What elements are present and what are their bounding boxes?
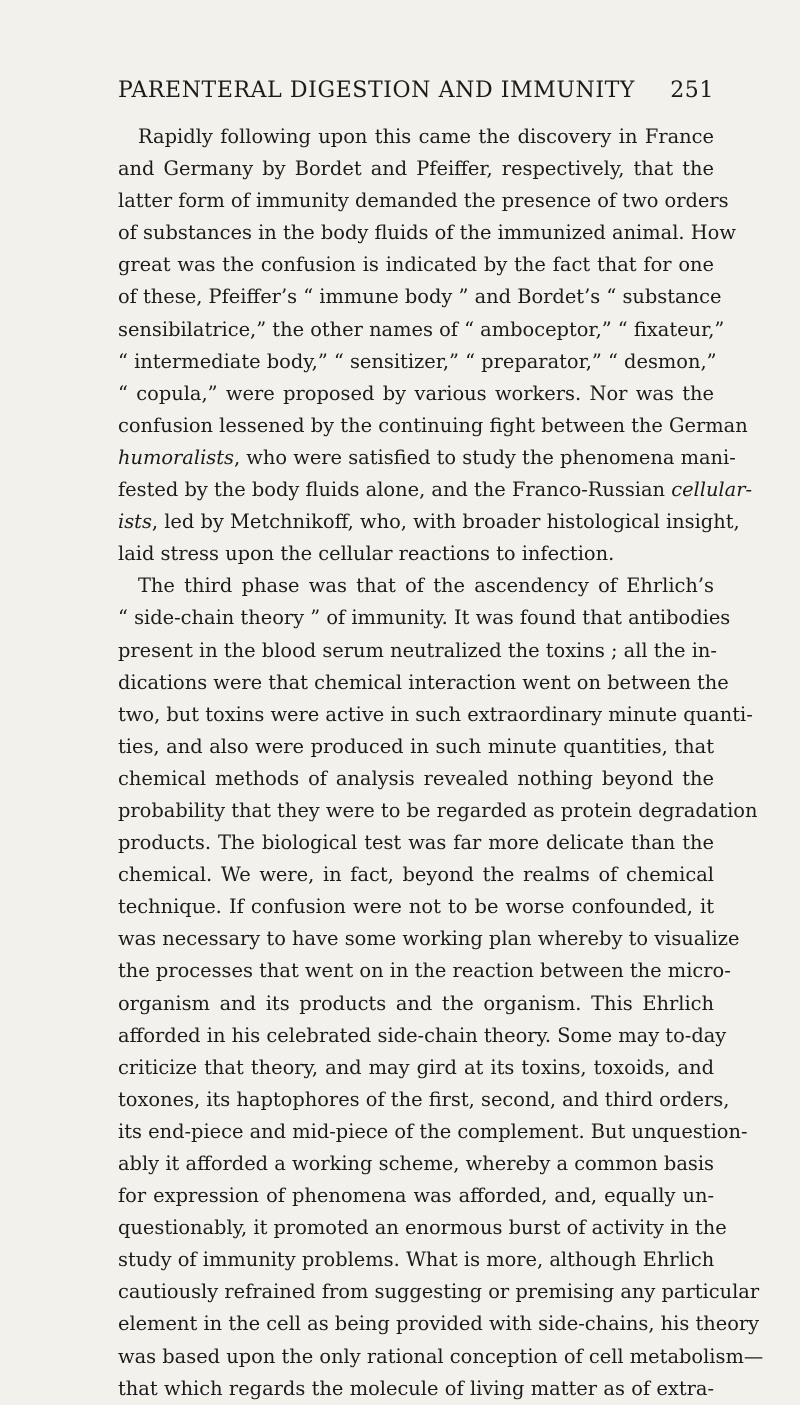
text-line [118, 763, 714, 795]
text-run: latter form of immunity demanded the presence of two orders [118, 189, 729, 213]
text-run: ably it afforded a working scheme, whereby a common basis [118, 1152, 714, 1175]
text-run: Rapidly following upon this came the discovery in France [138, 125, 714, 148]
text-line [118, 635, 717, 667]
italic-term: ists [118, 510, 152, 534]
text-line [118, 795, 758, 827]
text-line [118, 1244, 714, 1276]
text-line [118, 281, 722, 313]
text-line [118, 1276, 760, 1308]
text-run: that which regards the molecule of living matter as of extra- [118, 1376, 714, 1400]
italic-term: humoralists [118, 445, 234, 469]
text-line [118, 474, 753, 506]
text-run: questionably, it promoted an enormous burst of activity in the [118, 1216, 727, 1240]
text-line [118, 570, 714, 602]
text-run: was necessary to have some working plan whereby to visualize [118, 927, 740, 951]
text-run: laid stress upon the cellular reactions to infection. [118, 542, 615, 566]
text-run: and Germany by Bordet and Pfeiffer, respectively, that the [118, 157, 714, 181]
text-run: criticize that theory, and may gird at its toxins, toxoids, and [118, 1055, 714, 1079]
text-run: , led by Metchnikoff, who, with broader histological insight, [151, 510, 740, 534]
text-run: the processes that went on in the reaction between the micro- [118, 959, 731, 983]
text-line [118, 506, 740, 538]
page-number: 251 [670, 78, 714, 103]
text-line [118, 923, 740, 955]
text-run: chemical. We were, in fact, beyond the realms of chemical [118, 863, 714, 887]
text-run: its end-piece and mid-piece of the complement. But unquestion- [118, 1119, 748, 1143]
text-line [118, 185, 729, 217]
text-line [118, 859, 714, 891]
text-line [118, 1308, 760, 1340]
text-run: ties, and also were produced in such minute quantities, that [118, 734, 714, 758]
text-run: toxones, its haptophores of the first, second, and third orders, [118, 1087, 730, 1111]
text-line [118, 314, 725, 346]
text-line [118, 827, 714, 859]
text-line [118, 602, 731, 634]
text-line [118, 667, 729, 699]
text-line [118, 891, 714, 923]
text-line [118, 1084, 730, 1116]
text-run: present in the blood serum neutralized the toxins ; all the in- [118, 638, 717, 662]
text-line [118, 1212, 727, 1244]
text-run: two, but toxins were active in such extraordinary minute quanti- [118, 702, 753, 726]
text-run: The third phase was that of the ascendency of Ehrlich’s [138, 574, 714, 598]
text-line [118, 121, 714, 153]
text-line [118, 249, 714, 281]
text-line [118, 988, 714, 1020]
italic-term: cellular- [671, 478, 753, 502]
text-line [118, 1341, 764, 1373]
text-run: products. The biological test was far more delicate than the [118, 831, 714, 855]
text-line [118, 1373, 714, 1405]
text-run: study of immunity problems. What is more, although Ehrlich [118, 1248, 715, 1272]
paragraph [118, 121, 753, 570]
text-line [118, 1180, 714, 1212]
running-header [118, 74, 714, 108]
text-line [118, 153, 714, 185]
text-run: dications were that chemical interaction went on between the [118, 670, 729, 694]
paragraph [118, 570, 764, 1404]
text-run: element in the cell as being provided with side-chains, his theory [118, 1312, 760, 1336]
text-line [118, 538, 714, 570]
text-line [118, 378, 714, 410]
text-run: probability that they were to be regarded as protein degradation [118, 798, 758, 822]
text-run: confusion lessened by the continuing fight between the German [118, 413, 748, 437]
text-run: organism and its products and the organism. This Ehrlich [118, 991, 714, 1015]
text-run: “ intermediate body,” “ sensitizer,” “ preparator,” “ desmon,” [118, 349, 717, 373]
text-line [118, 955, 731, 987]
text-run: cautiously refrained from suggesting or premising any particular [118, 1280, 760, 1304]
text-run: chemical methods of analysis revealed nothing beyond the [118, 766, 714, 790]
text-run: of substances in the body fluids of the immunized animal. How [118, 221, 736, 245]
body-text [118, 121, 764, 1405]
text-run: sensibilatrice,” the other names of “ amboceptor,” “ fixateur,” [118, 317, 725, 341]
text-line [118, 217, 736, 249]
text-line [118, 442, 736, 474]
text-run: , who were satisfied to study the phenomena mani- [233, 445, 736, 469]
text-line [118, 410, 748, 442]
text-line [118, 1116, 748, 1148]
text-line [118, 731, 714, 763]
text-run: for expression of phenomena was afforded, and, equally un- [118, 1184, 714, 1208]
text-line [118, 346, 717, 378]
text-line [118, 1020, 727, 1052]
text-run: technique. If confusion were not to be worse confounded, it [118, 895, 714, 919]
text-line [118, 699, 753, 731]
text-line [118, 1052, 714, 1084]
text-run: great was the confusion is indicated by the fact that for one [118, 253, 714, 277]
text-run: “ copula,” were proposed by various workers. Nor was the [118, 381, 714, 405]
running-title: PARENTERAL DIGESTION AND IMMUNITY [118, 78, 636, 103]
book-page [118, 74, 764, 1405]
text-line [118, 1148, 714, 1180]
text-run: fested by the body fluids alone, and the Franco-Russian [118, 478, 672, 502]
text-run: “ side-chain theory ” of immunity. It was found that antibodies [118, 606, 731, 630]
text-run: was based upon the only rational conception of cell metabolism— [118, 1344, 764, 1368]
text-run: afforded in his celebrated side-chain theory. Some may to-day [118, 1023, 727, 1047]
text-run: of these, Pfeiffer’s “ immune body ” and Bordet’s “ substance [118, 285, 722, 309]
